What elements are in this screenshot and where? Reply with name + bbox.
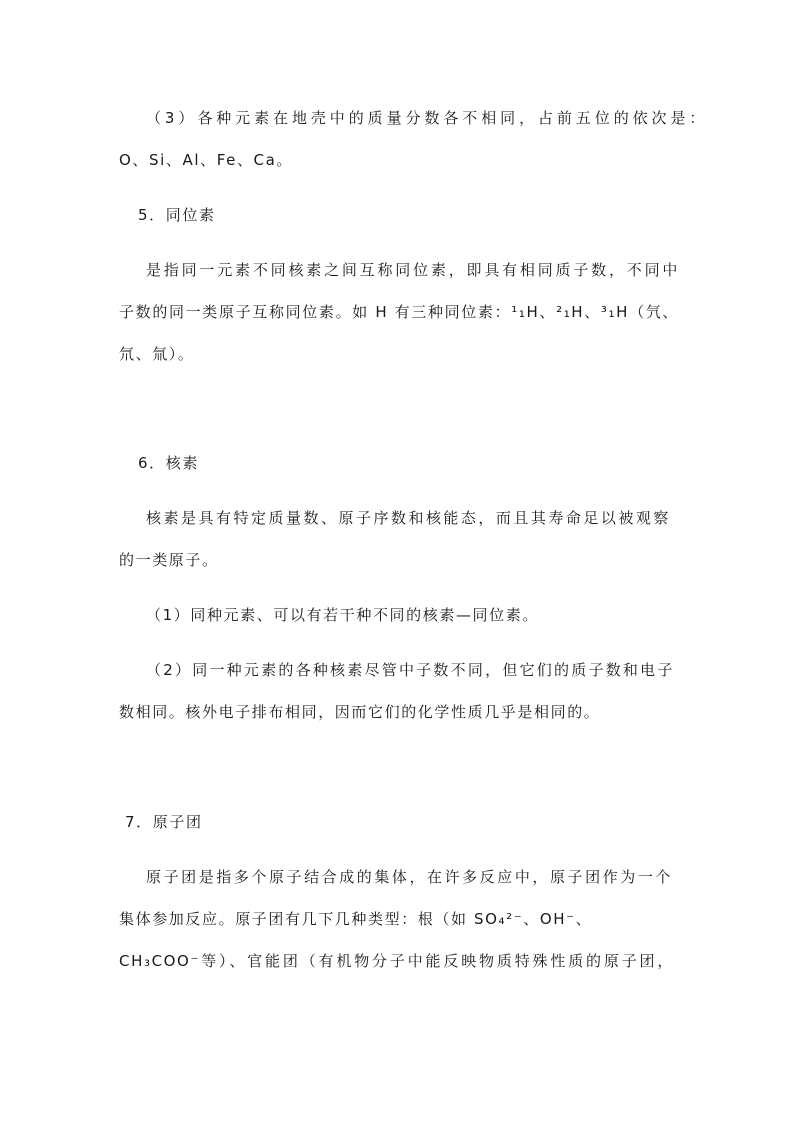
paragraph-line: 氘、氚）。	[119, 345, 195, 363]
paragraph-line: 是指同一元素不同核素之间互称同位素，即具有相同质子数，不同中	[146, 261, 679, 279]
section-heading-atomic-group: 7．原子团	[125, 813, 203, 831]
paragraph-line: O、Si、Al、Fe、Ca。	[119, 151, 294, 169]
paragraph-line: （3）各种元素在地壳中的质量分数各不相同，占前五位的依次是：	[146, 109, 706, 127]
paragraph-line: 集体参加反应。原子团有几下几种类型：根（如 SO₄²⁻、OH⁻、	[119, 910, 593, 928]
paragraph-line: 核素是具有特定质量数、原子序数和核能态，而且其寿命足以被观察	[146, 509, 670, 527]
paragraph-line: （1）同种元素、可以有若干种不同的核素—同位素。	[146, 606, 539, 624]
paragraph-line: 子数的同一类原子互称同位素。如 H 有三种同位素：¹₁H、²₁H、³₁H（氕、	[119, 303, 679, 321]
section-heading-nuclide: 6．核素	[138, 454, 199, 472]
paragraph-line: （2）同一种元素的各种核素尽管中子数不同，但它们的质子数和电子	[146, 661, 674, 679]
paragraph-line: 的一类原子。	[119, 551, 219, 569]
paragraph-line: 数相同。核外电子排布相同，因而它们的化学性质几乎是相同的。	[119, 703, 601, 721]
paragraph-line: CH₃COO⁻等）、官能团（有机物分子中能反映物质特殊性质的原子团，	[119, 952, 674, 970]
paragraph-line: 原子团是指多个原子结合成的集体，在许多反应中，原子团作为一个	[146, 868, 672, 886]
section-heading-isotope: 5．同位素	[138, 206, 216, 224]
